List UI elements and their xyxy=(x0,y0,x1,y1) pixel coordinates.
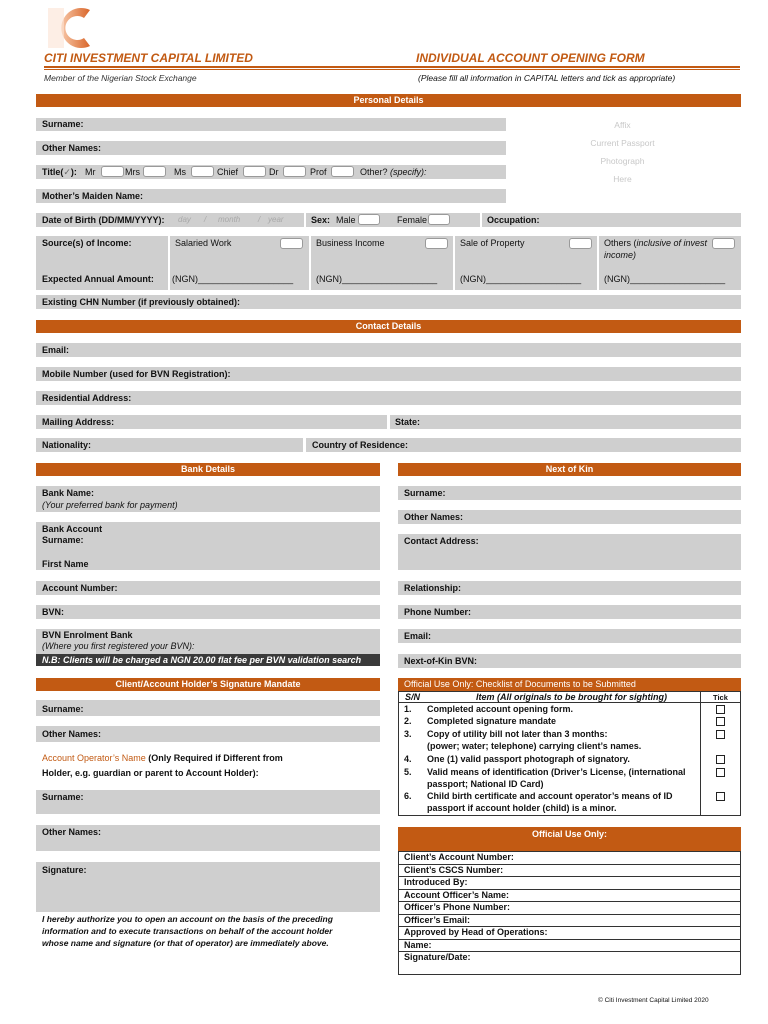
checklist-col-sn: S/N xyxy=(405,692,421,702)
operator-heading-2: Holder, e.g. guardian or parent to Account Holder): xyxy=(42,768,259,778)
checklist-tick-box[interactable] xyxy=(716,755,725,764)
checklist-tick-box[interactable] xyxy=(716,730,725,739)
state-field[interactable] xyxy=(390,415,741,429)
header-rule-thin xyxy=(44,69,740,70)
kin-surname-field[interactable] xyxy=(398,486,741,500)
official-row-label[interactable]: Client’s CSCS Number: xyxy=(404,864,504,875)
title-ms-checkbox[interactable] xyxy=(191,166,214,177)
header-rule xyxy=(44,66,740,68)
checklist-item-text: Completed account opening form. xyxy=(427,704,574,714)
income-salaried-label: Salaried Work xyxy=(175,238,232,248)
official-row-rule xyxy=(398,939,741,940)
sex-divider xyxy=(480,213,482,227)
official-row-label[interactable]: Approved by Head of Operations: xyxy=(404,927,548,937)
sex-female-checkbox[interactable] xyxy=(428,214,450,225)
state-label: State: xyxy=(395,417,421,427)
title-chief-checkbox[interactable] xyxy=(243,166,266,177)
official-row-label[interactable]: Officer’s Phone Number: xyxy=(404,902,511,912)
title-mrs-checkbox[interactable] xyxy=(143,166,166,177)
copyright: © Citi Investment Capital Limited 2020 xyxy=(598,997,709,1004)
checklist-num: 3. xyxy=(404,729,412,739)
expected-business[interactable]: (NGN)___________________ xyxy=(316,274,438,284)
official-row-label[interactable]: Name: xyxy=(404,939,432,950)
income-divider-1 xyxy=(168,236,170,290)
checklist-num: 4. xyxy=(404,754,412,764)
maiden-name-label: Mother’s Maiden Name: xyxy=(42,191,144,201)
mandate-other-names-label: Other Names: xyxy=(42,729,102,739)
checklist-item-text-2: (power; water; telephone) carrying client’s names. xyxy=(427,741,642,751)
mailing-label: Mailing Address: xyxy=(42,417,115,427)
other-names-label: Other Names: xyxy=(42,143,102,153)
kin-bvn-label: Next-of-Kin BVN: xyxy=(404,656,477,666)
checklist-col-item: Item (All originals to be brought for sighting) xyxy=(476,692,667,702)
section-contact-details: Contact Details xyxy=(36,320,741,333)
title-option-chief: Chief xyxy=(217,167,239,177)
dob-sep-1: / xyxy=(204,215,207,224)
income-salaried-checkbox[interactable] xyxy=(280,238,303,249)
email-label: Email: xyxy=(42,345,70,355)
operator-surname-field[interactable] xyxy=(36,790,380,814)
authorization-line-3: whose name and signature (or that of operator) are immediately above. xyxy=(42,938,329,948)
checklist-item-text: Child birth certificate and account operator’s means of ID xyxy=(427,791,673,801)
official-row-label[interactable]: Officer’s Email: xyxy=(404,914,471,925)
income-property-label: Sale of Property xyxy=(460,238,525,248)
mandate-surname-label: Surname: xyxy=(42,704,84,714)
checklist-col-rule xyxy=(700,691,701,816)
checklist-item-text: Completed signature mandate xyxy=(427,716,557,726)
official-row-label[interactable]: Client’s Account Number: xyxy=(404,852,514,862)
income-others-label: Others (inclusive of invest xyxy=(604,238,708,248)
title-option-prof: Prof xyxy=(310,167,327,177)
signature-label: Signature: xyxy=(42,865,87,875)
kin-address-label: Contact Address: xyxy=(404,536,479,546)
income-business-checkbox[interactable] xyxy=(425,238,448,249)
section-bank-details: Bank Details xyxy=(36,463,380,476)
checklist-item-text: Copy of utility bill not later than 3 months: xyxy=(427,729,608,739)
bvn-enrolment-hint: (Where you first registered your BVN): xyxy=(42,641,195,651)
section-signature-mandate: Client/Account Holder’s Signature Mandate xyxy=(36,678,380,691)
dob-month[interactable]: month xyxy=(218,215,241,224)
authorization-line-1: I hereby authorize you to open an account on the basis of the preceding xyxy=(42,914,333,924)
dob-day[interactable]: day xyxy=(178,215,191,224)
income-business-label: Business Income xyxy=(316,238,385,248)
bvn-label: BVN: xyxy=(42,607,64,617)
company-logo xyxy=(46,6,106,50)
mandate-surname-field[interactable] xyxy=(36,700,380,716)
kin-surname-label: Surname: xyxy=(404,488,446,498)
income-others-label-2: income) xyxy=(604,250,637,260)
expected-others[interactable]: (NGN)___________________ xyxy=(604,274,726,284)
title-option-other: Other? (specify): xyxy=(360,167,427,177)
checklist-item-text: Valid means of identification (Driver’s License, (international xyxy=(427,767,686,777)
operator-heading: Account Operator’s Name (Only Required if Different from xyxy=(42,753,283,763)
expected-amount-label: Expected Annual Amount: xyxy=(42,274,154,284)
operator-surname-label: Surname: xyxy=(42,792,84,802)
form-title: INDIVIDUAL ACCOUNT OPENING FORM xyxy=(416,51,645,65)
bank-name-label: Bank Name: xyxy=(42,488,95,498)
nationality-label: Nationality: xyxy=(42,440,92,450)
title-option-mr: Mr xyxy=(85,167,96,177)
checklist-tick-box[interactable] xyxy=(716,717,725,726)
operator-other-names-label: Other Names: xyxy=(42,827,102,837)
residence-label: Country of Residence: xyxy=(312,440,409,450)
income-property-checkbox[interactable] xyxy=(569,238,592,249)
title-dr-checkbox[interactable] xyxy=(283,166,306,177)
income-divider-3 xyxy=(453,236,455,290)
residential-label: Residential Address: xyxy=(42,393,132,403)
kin-phone-label: Phone Number: xyxy=(404,607,472,617)
title-label: Title(✓): xyxy=(42,167,77,177)
checklist-item-text-2: passport if account holder (child) is a minor. xyxy=(427,803,617,813)
kin-other-names-label: Other Names: xyxy=(404,512,464,522)
sex-male-label: Male xyxy=(336,215,356,225)
email-field[interactable] xyxy=(36,343,741,357)
surname-field[interactable] xyxy=(36,118,506,131)
bank-name-hint: (Your preferred bank for payment) xyxy=(42,500,178,510)
title-mr-checkbox[interactable] xyxy=(101,166,124,177)
bvn-field[interactable] xyxy=(36,605,380,619)
checklist-num: 5. xyxy=(404,767,412,777)
expected-salaried[interactable]: (NGN)___________________ xyxy=(172,274,294,284)
checklist-tick-box[interactable] xyxy=(716,768,725,777)
dob-year[interactable]: year xyxy=(268,215,284,224)
bvn-enrolment-label: BVN Enrolment Bank xyxy=(42,630,133,640)
title-prof-checkbox[interactable] xyxy=(331,166,354,177)
title-option-dr: Dr xyxy=(269,167,279,177)
checklist-num: 2. xyxy=(404,716,412,726)
kin-relationship-label: Relationship: xyxy=(404,583,462,593)
checklist-col-tick: Tick xyxy=(713,693,728,702)
sex-label: Sex: xyxy=(311,215,331,225)
official-row-label[interactable]: Introduced By: xyxy=(404,877,468,887)
occupation-label: Occupation: xyxy=(487,215,540,225)
bvn-fee-note: N.B: Clients will be charged a NGN 20.00 flat fee per BVN validation search xyxy=(36,654,380,666)
official-row-label[interactable]: Signature/Date: xyxy=(404,952,471,962)
dob-sep-2: / xyxy=(258,215,261,224)
checklist-tick-box[interactable] xyxy=(716,705,725,714)
section-official-use: Official Use Only: xyxy=(398,827,741,851)
passport-photo-placeholder: Affix Current Passport Photograph Here xyxy=(590,120,655,184)
checklist-num: 6. xyxy=(404,791,412,801)
kin-email-field[interactable] xyxy=(398,629,741,643)
checklist-tick-box[interactable] xyxy=(716,792,725,801)
income-divider-2 xyxy=(309,236,311,290)
company-name: CITI INVESTMENT CAPITAL LIMITED xyxy=(44,51,253,65)
account-number-label: Account Number: xyxy=(42,583,118,593)
account-first-name-label: First Name xyxy=(42,559,89,569)
official-row-label[interactable]: Account Officer’s Name: xyxy=(404,889,510,900)
income-others-checkbox[interactable] xyxy=(712,238,735,249)
checklist-item-text: One (1) valid passport photograph of signatory. xyxy=(427,754,630,764)
surname-label: Surname: xyxy=(42,119,84,129)
kin-email-label: Email: xyxy=(404,631,432,641)
signature-field[interactable] xyxy=(36,862,380,912)
account-surname-label-a: Bank Account xyxy=(42,524,103,534)
sex-male-checkbox[interactable] xyxy=(358,214,380,225)
expected-property[interactable]: (NGN)___________________ xyxy=(460,274,582,284)
chn-label: Existing CHN Number (if previously obtained): xyxy=(42,297,241,307)
form-instruction: (Please fill all information in CAPITAL letters and tick as appropriate) xyxy=(418,73,676,83)
exchange-membership: Member of the Nigerian Stock Exchange xyxy=(44,73,197,83)
income-divider-4 xyxy=(597,236,599,290)
tick-glyph: ✓ xyxy=(63,167,71,177)
mobile-label: Mobile Number (used for BVN Registration): xyxy=(42,369,231,379)
section-checklist: Official Use Only: Checklist of Documents to be Submitted xyxy=(398,678,741,691)
authorization-line-2: information and to execute transactions on behalf of the account holder xyxy=(42,926,333,936)
section-next-of-kin: Next of Kin xyxy=(398,463,741,476)
checklist-item-text-2: passport; National ID Card) xyxy=(427,779,544,789)
dob-divider xyxy=(304,213,306,227)
income-source-label: Source(s) of Income: xyxy=(42,238,132,248)
residential-field[interactable] xyxy=(36,391,741,405)
dob-label: Date of Birth (DD/MM/YYYY): xyxy=(42,215,165,225)
section-personal-details: Personal Details xyxy=(36,94,741,107)
other-names-field[interactable] xyxy=(36,141,506,155)
account-surname-label-b: Surname: xyxy=(42,535,84,545)
title-option-mrs: Mrs xyxy=(125,167,140,177)
sex-female-label: Female xyxy=(397,215,428,225)
title-option-ms: Ms xyxy=(174,167,186,177)
checklist-num: 1. xyxy=(404,704,412,714)
